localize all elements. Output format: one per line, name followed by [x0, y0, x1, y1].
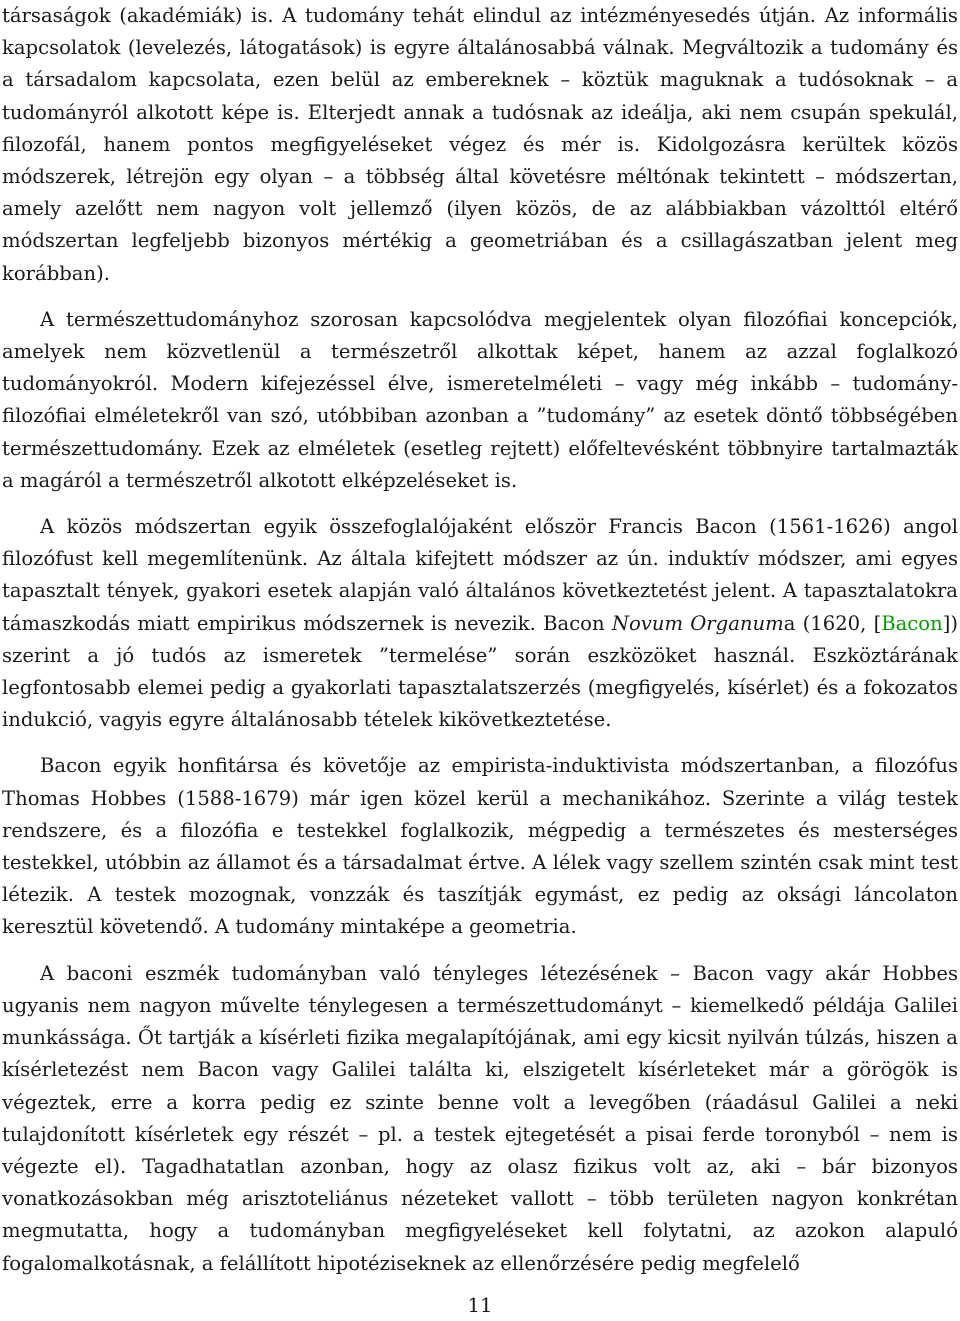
- paragraph-0: [2, 0, 958, 290]
- body-text: [2, 0, 958, 1280]
- text-run: Bacon egyik honfitársa és követője az empirista-induktivista módszertanban, a filozófus Thomas Hobbes (1588-1679) már igen közel kerül a mechanikához. Szerinte a világ testek rendszere, és a filozófia e testekkel foglalkozik, mégpedig a természetes és mesterséges testekkel, utóbbin az államot és a társadalmat értve. A lélek vagy szellem szintén csak mint test létezik. A testek mozognak, vonzzák és taszítják egymást, ez pedig az oksági láncolaton keresztül követendő. A tudomány mintaképe a geometria.: [2, 754, 958, 939]
- text-run: társaságok (akadémiák) is. A tudomány tehát elindul az intézményesedés útján. Az informális kapcsolatok (levelezés, látogatások) is egyre általánosabbá válnak. Megváltozik a tudomány és a társadalom kapcsolata, ezen belül az embereknek – köztük maguknak a tudósoknak – a tudományról alkotott képe is. Elterjedt annak a tudósnak az ideálja, aki nem csupán spekulál, filozofál, hanem pontos megfigyeléseket végez és mér is. Kidolgozásra kerültek közös módszerek, létrejön egy olyan – a többség által követésre méltónak tekintett – módszertan, amely azelőtt nem nagyon volt jellemző (ilyen közös, de az alábbiakban vázolttól eltérő módszertan legfeljebb bizonyos mértékig a geometriában és a csillagászatban jelent meg korábban).: [2, 4, 958, 285]
- paragraph-3: [2, 750, 958, 943]
- paragraph-2: [2, 511, 958, 736]
- text-run: A közös módszertan egyik összefoglalójaként először Francis Bacon (1561-1626) angol filozófust kell megemlítenünk. Az általa kifejtett módszer az ún. induktív módszer, ami egyes tapasztalt tények, gyakori esetek alapján való általános következtetést jelent. A tapasztalatokra támaszkodás miatt empirikus módszernek is nevezik. Bacon: [2, 515, 958, 635]
- paragraph-1: [2, 304, 958, 497]
- text-run: A baconi eszmék tudományban való tényleges létezésének – Bacon vagy akár Hobbes ugyanis nem nagyon művelte ténylegesen a természettudományt – kiemelkedő példája Galilei munkássága. Őt tartják a kísérleti fizika megalapítójának, ami egy kicsit nyilván túlzás, hiszen a kísérletezést nem Bacon vagy Galilei találta ki, elszigetelt kísérleteket már a görögök is végeztek, erre a korra pedig ez szinte benne volt a levegőben (ráadásul Galilei a neki tulajdonított kísérletek egy részét – pl. a testek ejtegetését a pisai ferde toronyból – nem is végezte el). Tagadhatatlan azonban, hogy az olasz fizikus volt az, aki – bár bizonyos vonatkozásokban még arisztoteliánus nézeteket vallott – több területen nagyon konkrétan megmutatta, hogy a tudományban megfigyeléseket kell folytatni, az azokon alapuló fogalomalkotásnak, a felállított hipotéziseknek az ellenőrzésére pedig megfelelő: [2, 961, 958, 1275]
- book-title: Novum Organum: [611, 611, 784, 635]
- text-run: a (1620, [: [783, 611, 882, 635]
- citation-link[interactable]: Bacon: [881, 611, 943, 635]
- page-number: 11: [467, 1294, 493, 1317]
- text-run: A természettudományhoz szorosan kapcsolódva megjelentek olyan filozófiai koncepciók, amelyek nem közvetlenül a természetről alkottak képet, hanem az azzal foglalkozó tudományokról. Modern kifejezéssel élve, ismeretelméleti – vagy még inkább – tudományfilozófiai elméletekről van szó, utóbbiban azonban a ”tudomány” az esetek döntő többségében természettudomány. Ezek az elméletek (esetleg rejtett) előfeltevésként többnyire tartalmazták a magáról a természetről alkotott elképzeléseket is.: [2, 307, 958, 492]
- text-run: ]) szerint a jó tudós az ismeretek ”termelése” során eszközöket használ. Eszköztárának legfontosabb elemei pedig a gyakorlati tapasztalatszerzés (megfigyelés, kísérlet) és a fokozatos indukció, vagyis egyre általánosabb tételek kikövetkeztetése.: [2, 611, 958, 732]
- paragraph-4: [2, 958, 958, 1280]
